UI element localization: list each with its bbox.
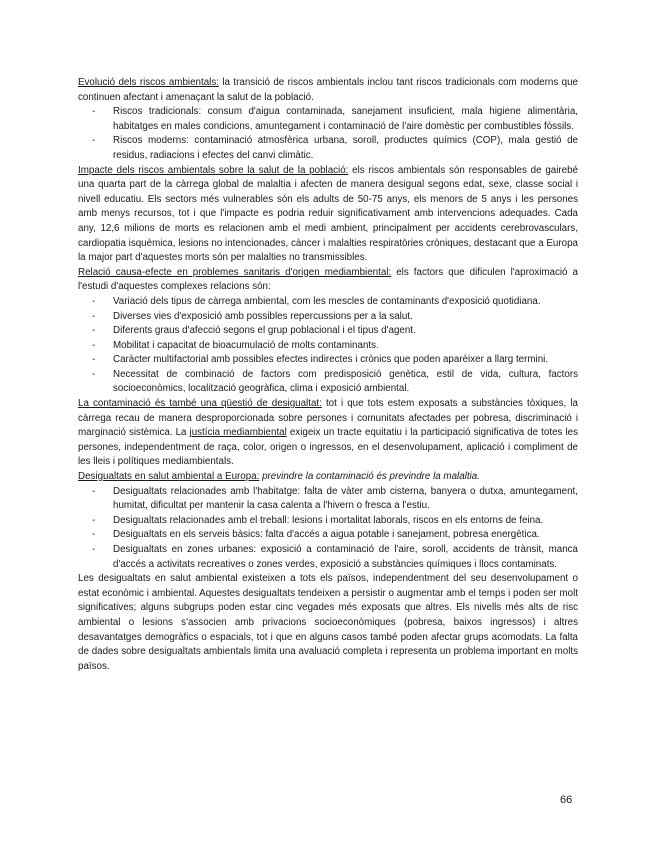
list-item: - Variació dels tipus de càrrega ambiental, com les mescles de contaminants d'exposició quotidiana. bbox=[92, 295, 541, 307]
list-desigualtats bbox=[78, 485, 578, 573]
page-number: 66 bbox=[560, 794, 573, 806]
heading-impacte: Impacte dels riscos ambientals sobre la salut de la població: bbox=[78, 164, 349, 176]
list-item: - Diverses vies d'exposició amb possibles repercussions per a la salut. bbox=[92, 310, 413, 322]
heading-relacio: Relació causa-efecte en problemes sanitaris d'origen mediambiental: bbox=[78, 266, 392, 278]
paragraph-closing: Les desigualtats en salut ambiental existeixen a tots els països, independentment del seu desenvolupament o estat econòmic i ambiental. Aquestes desigualtats tendeixen a persistir o augmentar amb el temps i poden ser molt significatives; alguns subgrups poden estar cinc vegades més exposats que altres. Els nivells més alts de risc ambiental o lesions s'associen amb privacions socioeconòmiques (pobresa, baixos ingressos) i altres desavantatges demogràfics o espacials, tot i que en alguns casos també poden afectar grups acomodats. La falta de dades sobre desigualtats ambientals limita una avaluació completa i representa un problema important en molts països. bbox=[78, 573, 578, 672]
document-body bbox=[78, 76, 578, 674]
paragraph-relacio: Relació causa-efecte en problemes sanitaris d'origen mediambiental: els factors que dificulen l'aproximació a l'estudi d'aquestes complexes relacions són: bbox=[78, 266, 578, 293]
heading-desigualtat: La contaminació és també una qüestió de desigualtat: bbox=[78, 398, 322, 410]
justicia-mediambiental-link[interactable]: justícia mediambiental bbox=[189, 427, 287, 439]
list-item: - Riscos tradicionals: consum d'aigua contaminada, sanejament insuficient, mala higiene alimentària, habitatges en males condicions, amuntegament i contaminació de l'aire domèstic per combustibles fòssils. bbox=[92, 106, 578, 132]
list-item: - Desigualtats en els serveis bàsics: falta d'accés a aigua potable i sanejament, pobresa energètica. bbox=[92, 529, 540, 541]
paragraph-desigualtat: La contaminació és també una qüestió de desigualtat: tot i que tots estem exposats a substàncies tòxiques, la càrrega recau de manera desproporcionada sobre persones i comunitats afectades per pobresa, discriminació i marginació sistèmica. La justícia mediambiental exigeix un tracte equitatiu i la participació significativa de totes les persones, independentment de raça, color, origen o ingressos, en el desenvolupament, aplicació i compliment de les lleis i polítiques mediambientals. bbox=[78, 398, 578, 468]
paragraph-impacte: Impacte dels riscos ambientals sobre la salut de la població: els riscos ambientals són responsables de gairebé una quarta part de la càrrega global de malaltia i afecten de manera desigual segons edat, sexe, classe social i nivell educatiu. Els sectors més vulnerables són els adults de 50-75 anys, els menors de 5 anys i les persones amb menys recursos, tot i que l'impacte es podria reduir significativament amb intervencions adequades. Cada any, 12,6 milions de morts es relacionen amb el medi ambient, principalment per accidents cerebrovasculars, cardiopatia isquèmica, lesions no intencionades, càncer i malalties respiratòries cròniques, destacant que a Europa la major part d'aquestes morts són per malalties no transmissibles. bbox=[78, 164, 579, 264]
heading-evolucio: Evolució dels riscos ambientals: bbox=[78, 77, 219, 88]
list-item: - Caràcter multifactorial amb possibles efectes indirectes i crònics que poden aparèixer a llarg termini. bbox=[92, 354, 549, 366]
paragraph-evolucio: Evolució dels riscos ambientals: la transició de riscos ambientals inclou tant riscos tradicionals com moderns que continuen afectant i amenaçant la salut de la població. bbox=[78, 77, 578, 103]
heading-europa: Desigualtats en salut ambiental a Europa: bbox=[78, 471, 260, 483]
list-item: - Desigualtats relacionades amb l'habitatge: falta de vàter amb cisterna, banyera o dutxa, amuntegament, humitat, dificultat per mantenir la casa calenta a l'hivern o fresca a l'estiu. bbox=[92, 485, 578, 512]
list-item: - Diferents graus d'afecció segons el grup poblacional i el tipus d'agent. bbox=[92, 325, 416, 337]
list-riscos bbox=[78, 105, 578, 163]
list-item: - Mobilitat i capacitat de bioacumulació de molts contaminants. bbox=[92, 339, 379, 351]
list-item: - Necessitat de combinació de factors com predisposició genètica, estil de vida, cultura, factors socioeconòmics, localització geogràfica, clima i exposició ambiental. bbox=[92, 368, 578, 395]
paragraph-europa: Desigualtats en salut ambiental a Europa: previndre la contaminació és previndre la malaltia. bbox=[78, 471, 480, 483]
list-item: - Desigualtats en zones urbanes: exposició a contaminació de l'aire, soroll, accidents de trànsit, manca d'accés a activitats recreatives o zones verdes, exposició a substàncies químiques i llocs contaminats. bbox=[92, 544, 578, 570]
list-item: - Riscos moderns: contaminació atmosfèrica urbana, soroll, productes químics (COP), mala gestió de residus, radiacions i efectes del canvi climàtic. bbox=[92, 135, 578, 161]
list-factors bbox=[78, 295, 578, 397]
list-item: - Desigualtats relacionades amb el treball: lesions i mortalitat laborals, riscos en els entorns de feina. bbox=[92, 514, 544, 526]
